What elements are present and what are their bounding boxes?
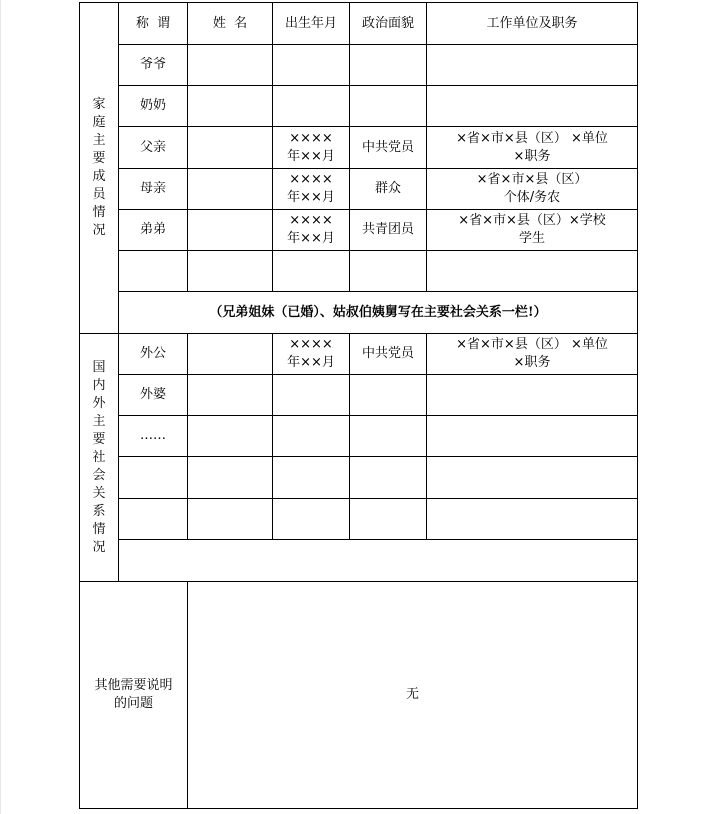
relation-cell (119, 457, 188, 499)
table-row (80, 210, 638, 251)
other-notes-content[interactable]: 无 (188, 582, 638, 809)
work-cell[interactable] (427, 251, 638, 292)
political-cell[interactable] (350, 499, 427, 540)
relation-cell: 爷爷 (119, 45, 188, 86)
name-cell[interactable] (188, 375, 273, 416)
relation-cell: 母亲 (119, 169, 188, 210)
header-row (80, 3, 638, 45)
work-cell[interactable] (427, 86, 638, 127)
family-relations-form (79, 2, 638, 809)
header-birth: 出生年月 (273, 3, 350, 45)
header-name: 姓 名 (188, 3, 273, 45)
political-cell[interactable] (350, 416, 427, 457)
birth-cell[interactable] (273, 375, 350, 416)
birth-cell[interactable] (273, 416, 350, 457)
political-cell[interactable]: 中共党员 (350, 334, 427, 375)
header-relation: 称 谓 (119, 3, 188, 45)
relation-cell: 奶奶 (119, 86, 188, 127)
table-row (80, 86, 638, 127)
notice-row (80, 292, 638, 334)
political-cell[interactable] (350, 375, 427, 416)
political-cell[interactable]: 共青团员 (350, 210, 427, 251)
table-row (80, 457, 638, 499)
political-cell[interactable] (350, 86, 427, 127)
birth-cell[interactable]: ×××× 年××月 (273, 169, 350, 210)
birth-cell[interactable] (273, 251, 350, 292)
name-cell[interactable] (188, 86, 273, 127)
work-cell[interactable] (427, 457, 638, 499)
work-cell[interactable]: ×省×市×县（区）×学校 学生 (427, 210, 638, 251)
name-cell[interactable] (188, 210, 273, 251)
blank-merged-cell[interactable] (119, 540, 638, 582)
other-notes-label: 其他需要说明 的问题 (80, 582, 188, 809)
table-row (80, 251, 638, 292)
table-row (80, 169, 638, 210)
blank-row (80, 540, 638, 582)
family-section-label: 家 庭 主 要 成 员 情 况 (80, 3, 119, 334)
relation-cell: 父亲 (119, 127, 188, 169)
birth-cell[interactable]: ×××× 年××月 (273, 334, 350, 375)
work-cell[interactable] (427, 499, 638, 540)
work-cell[interactable] (427, 375, 638, 416)
other-notes-row (80, 582, 638, 809)
relation-cell (119, 499, 188, 540)
birth-cell[interactable] (273, 45, 350, 86)
relation-cell: …… (119, 416, 188, 457)
relation-cell: 外婆 (119, 375, 188, 416)
political-cell[interactable]: 中共党员 (350, 127, 427, 169)
name-cell[interactable] (188, 45, 273, 86)
table-row (80, 375, 638, 416)
table-row (80, 334, 638, 375)
name-cell[interactable] (188, 169, 273, 210)
table-row (80, 499, 638, 540)
name-cell[interactable] (188, 499, 273, 540)
name-cell[interactable] (188, 251, 273, 292)
table-row (80, 45, 638, 86)
work-cell[interactable] (427, 416, 638, 457)
birth-cell[interactable]: ×××× 年××月 (273, 210, 350, 251)
name-cell[interactable] (188, 334, 273, 375)
header-work: 工作单位及职务 (427, 3, 638, 45)
relation-cell (119, 251, 188, 292)
political-cell[interactable] (350, 251, 427, 292)
name-cell[interactable] (188, 457, 273, 499)
work-cell[interactable]: ×省×市×县（区） ×单位 ×职务 (427, 127, 638, 169)
social-section-label: 国 内 外 主 要 社 会 关 系 情 况 (80, 334, 119, 582)
notice-text: （兄弟姐妹（已婚）、姑叔伯姨舅写在主要社会关系一栏!） (119, 292, 638, 334)
work-cell[interactable] (427, 45, 638, 86)
birth-cell[interactable] (273, 86, 350, 127)
work-cell[interactable]: ×省×市×县（区） ×单位 ×职务 (427, 334, 638, 375)
table-row (80, 127, 638, 169)
political-cell[interactable] (350, 457, 427, 499)
birth-cell[interactable] (273, 457, 350, 499)
birth-cell[interactable] (273, 499, 350, 540)
relation-cell: 弟弟 (119, 210, 188, 251)
table-row (80, 416, 638, 457)
work-cell[interactable]: ×省×市×县（区） 个体/务农 (427, 169, 638, 210)
political-cell[interactable]: 群众 (350, 169, 427, 210)
page-left-edge (0, 0, 1, 814)
relation-cell: 外公 (119, 334, 188, 375)
name-cell[interactable] (188, 127, 273, 169)
political-cell[interactable] (350, 45, 427, 86)
header-political: 政治面貌 (350, 3, 427, 45)
name-cell[interactable] (188, 416, 273, 457)
birth-cell[interactable]: ×××× 年××月 (273, 127, 350, 169)
